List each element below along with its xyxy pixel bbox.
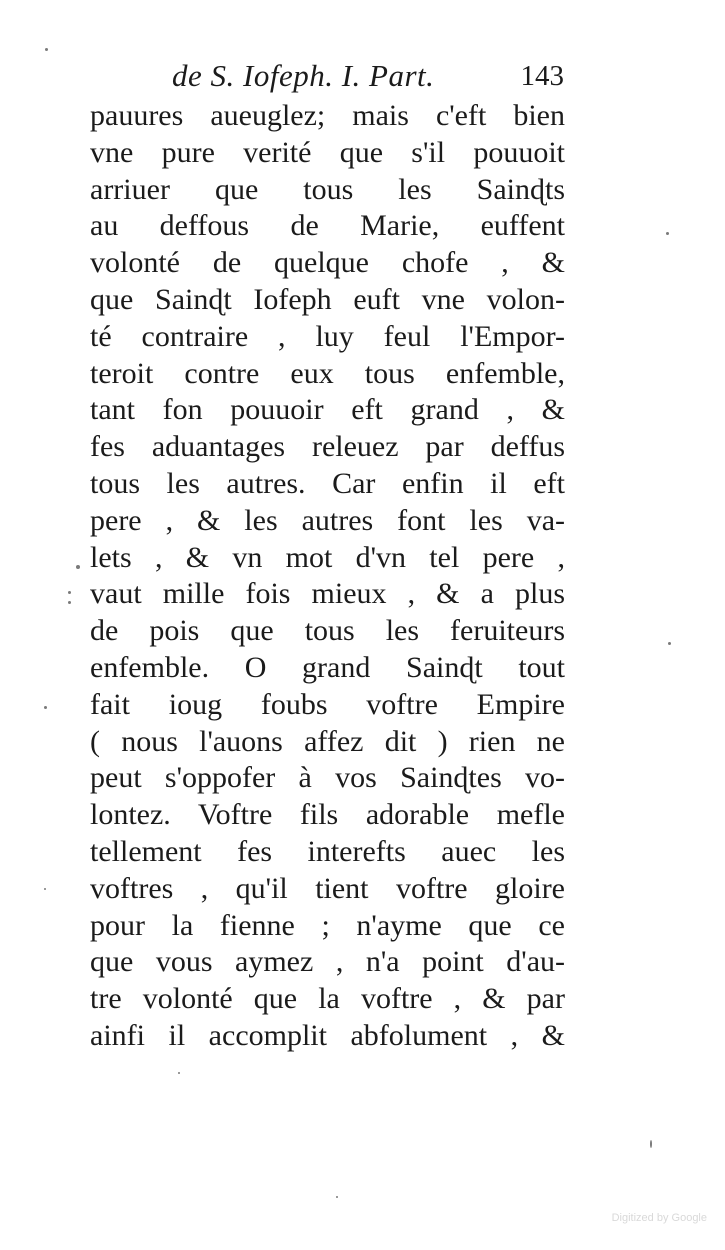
text-line: que Sainɖt Iofeph euft vne volon- xyxy=(90,282,565,316)
text-line: tre volonté que la voftre , & par xyxy=(90,982,565,1016)
text-line: pour la fienne ; n'ayme que ce xyxy=(90,908,565,942)
text-line: teroit contre eux tous enfemble, xyxy=(90,356,565,390)
scan-watermark: Digitized by Google xyxy=(611,1212,707,1224)
text-line: vne pure verité que s'il pouuoit xyxy=(90,135,565,169)
text-line: ( nous l'auons affez dit ) rien ne xyxy=(90,724,565,758)
text-line: vaut mille fois mieux , & a plus xyxy=(90,577,565,611)
text-line: ainfi il accomplit abfolument , & xyxy=(90,1018,565,1052)
text-line: volonté de quelque chofe , & xyxy=(90,246,565,280)
text-line: au deffous de Marie, euffent xyxy=(90,209,565,243)
scan-speck xyxy=(44,706,47,709)
body-text xyxy=(90,98,565,1055)
scan-speck xyxy=(178,1072,180,1074)
text-line: tant fon pouuoir eft grand , & xyxy=(90,393,565,427)
text-line: peut s'oppofer à vos Sainɖtes vo- xyxy=(90,761,565,795)
text-line: tellement fes interefts auec les xyxy=(90,834,565,868)
scan-speck xyxy=(45,48,48,51)
text-line: que vous aymez , n'a point d'au- xyxy=(90,945,565,979)
scan-speck xyxy=(650,1140,652,1148)
page-number: 143 xyxy=(520,60,564,92)
text-line: té contraire , luy feul l'Empor- xyxy=(90,319,565,353)
text-line: voftres , qu'il tient voftre gloire xyxy=(90,871,565,905)
text-line: pere , & les autres font les va- xyxy=(90,503,565,537)
text-line: fes aduantages releuez par deffus xyxy=(90,430,565,464)
scan-speck xyxy=(68,591,71,594)
scan-speck xyxy=(44,888,46,890)
scan-speck xyxy=(68,601,71,604)
text-line: de pois que tous les feruiteurs xyxy=(90,614,565,648)
scan-speck xyxy=(668,642,671,645)
running-head xyxy=(172,58,570,98)
text-line: tous les autres. Car enfin il eft xyxy=(90,466,565,500)
scan-speck xyxy=(666,232,669,235)
running-title: de S. Iofeph. I. Part. xyxy=(172,58,435,93)
scan-speck xyxy=(336,1196,338,1198)
scan-speck xyxy=(76,565,80,569)
text-line: arriuer que tous les Sainɖts xyxy=(90,172,565,206)
text-line: enfemble. O grand Sainɖt tout xyxy=(90,650,565,684)
text-line: fait ioug foubs voftre Empire xyxy=(90,687,565,721)
text-line: lontez. Voftre fils adorable mefle xyxy=(90,798,565,832)
text-line: lets , & vn mot d'vn tel pere , xyxy=(90,540,565,574)
text-line: pauures aueuglez; mais c'eft bien xyxy=(90,99,565,132)
